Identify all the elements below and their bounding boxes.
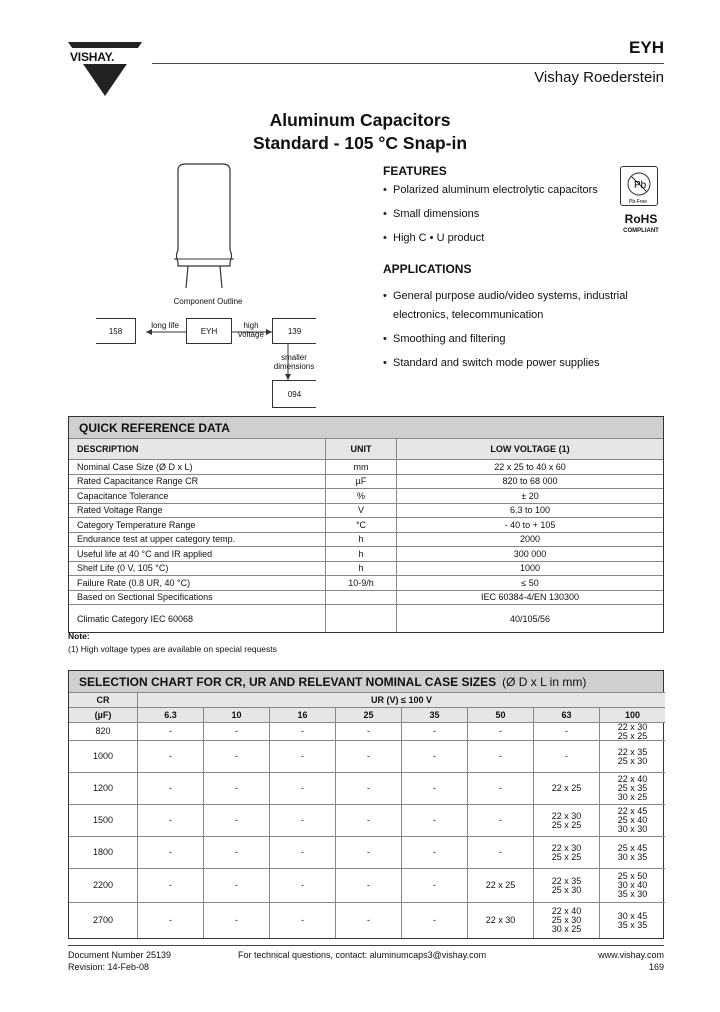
col-unit: UNIT	[325, 439, 397, 459]
case-size-cell: 25 x 45 30 x 35	[599, 836, 665, 868]
contact-info: For technical questions, contact: aluminumcaps3@vishay.com	[238, 950, 487, 960]
case-size-cell: -	[467, 804, 533, 836]
revision: Revision: 14-Feb-08	[68, 962, 150, 972]
cell-description: Endurance test at upper category temp.	[77, 534, 236, 545]
case-size-cell: -	[137, 836, 203, 868]
header-rule	[152, 63, 664, 64]
vishay-logo-icon	[66, 38, 144, 98]
table-row	[69, 503, 663, 518]
cell-description: Climatic Category IEC 60068	[77, 613, 194, 624]
rohs-badge	[620, 166, 658, 206]
cell-value: 40/105/56	[509, 613, 551, 624]
case-size-cell: 22 x 45 25 x 40 30 x 30	[599, 804, 665, 836]
case-size-cell: 22 x 30 25 x 25	[533, 836, 599, 868]
list-item: • Small dimensions	[383, 205, 633, 224]
selection-grid	[69, 692, 663, 938]
case-size-cell: -	[533, 722, 599, 740]
applications-heading: APPLICATIONS	[383, 262, 472, 276]
table-row	[69, 459, 663, 474]
case-size-cell: -	[401, 836, 467, 868]
table-row	[69, 561, 663, 576]
case-size-cell: -	[269, 804, 335, 836]
case-size-cell: -	[401, 868, 467, 902]
table-row	[69, 488, 663, 503]
voltage-header: 63	[533, 707, 599, 722]
selection-chart-heading	[69, 671, 663, 692]
logo-text: VISHAY.	[70, 50, 115, 64]
series-box-158: 158	[96, 318, 136, 344]
list-item: • Standard and switch mode power supplies	[383, 354, 633, 373]
document-number: Document Number 25139	[68, 950, 172, 960]
case-size-cell: -	[401, 740, 467, 772]
long-life-label: long life	[151, 321, 179, 330]
case-size-cell: -	[203, 836, 269, 868]
features-heading: FEATURES	[383, 164, 447, 178]
series-box-139: 139	[272, 318, 316, 344]
case-size-cell: -	[269, 772, 335, 804]
quick-reference-heading: QUICK REFERENCE DATA	[69, 417, 663, 438]
voltage-header: 16	[269, 707, 335, 722]
note-text: (1) High voltage types are available on special requests	[68, 644, 277, 654]
cell-description: Capacitance Tolerance	[77, 490, 169, 501]
case-size-cell: -	[269, 836, 335, 868]
cell-value: 22 x 25 to 40 x 60	[494, 461, 566, 472]
component-outline-label: Component Outline	[173, 297, 243, 306]
case-size-cell: -	[335, 836, 401, 868]
cell-unit: °C	[325, 518, 397, 532]
case-size-cell: -	[137, 772, 203, 804]
cr-unit: (µF)	[69, 707, 137, 722]
rohs-compliant-label: COMPLIANT	[623, 228, 659, 234]
case-size-cell: -	[467, 722, 533, 740]
cell-description: Useful life at 40 °C and IR applied	[77, 548, 213, 559]
pb-free-icon	[621, 167, 657, 205]
case-size-cell: -	[137, 868, 203, 902]
voltage-header: 25	[335, 707, 401, 722]
capacitance-cell: 1500	[69, 804, 137, 836]
case-size-cell: -	[203, 804, 269, 836]
case-size-cell: 22 x 30 25 x 25	[599, 722, 665, 740]
case-size-cell: -	[203, 740, 269, 772]
case-size-cell: -	[137, 722, 203, 740]
case-size-cell: -	[335, 722, 401, 740]
ur-label: UR (V) ≤ 100 V	[137, 692, 665, 707]
cell-unit: V	[325, 504, 397, 518]
page-number: 169	[648, 962, 664, 972]
voltage-header: 50	[467, 707, 533, 722]
footer-rule	[68, 945, 664, 946]
applications-list	[383, 287, 633, 378]
document-code: EYH	[629, 38, 664, 57]
case-size-cell: 22 x 25	[467, 868, 533, 902]
quick-reference-body	[69, 459, 663, 632]
case-size-cell: -	[335, 772, 401, 804]
case-size-cell: 22 x 30 25 x 25	[533, 804, 599, 836]
cell-value: IEC 60384-4/EN 130300	[480, 592, 580, 603]
case-size-cell: -	[269, 902, 335, 938]
case-size-cell: -	[335, 868, 401, 902]
case-size-cell: 22 x 35 25 x 30	[533, 868, 599, 902]
cell-value: 1000	[519, 563, 541, 574]
series-box-eyh: EYH	[186, 318, 232, 344]
case-size-cell: -	[335, 740, 401, 772]
case-size-cell: 22 x 40 25 x 30 30 x 25	[533, 902, 599, 938]
cell-value: ≤ 50	[521, 577, 539, 588]
capacitor-outline-icon	[160, 160, 240, 295]
quick-reference-table	[68, 416, 664, 633]
voltage-header: 10	[203, 707, 269, 722]
features-list	[383, 181, 633, 253]
case-size-cell: 22 x 40 25 x 35 30 x 25	[599, 772, 665, 804]
case-size-cell: -	[533, 740, 599, 772]
cell-value: 300 000	[513, 548, 547, 559]
case-size-cell: -	[269, 740, 335, 772]
cell-value: 820 to 68 000	[502, 476, 558, 487]
cell-value: 6.3 to 100	[509, 505, 551, 516]
cell-unit: mm	[325, 460, 397, 474]
cell-description: Shelf Life (0 V, 105 °C)	[77, 563, 169, 574]
cell-unit	[325, 605, 397, 632]
cell-unit: 10-9/h	[325, 576, 397, 590]
pb-free-label: Pb-Free	[629, 199, 648, 205]
page-title: Aluminum Capacitors	[269, 110, 451, 130]
cell-description: Failure Rate (0.8 UR, 40 °C)	[77, 577, 191, 588]
selection-heading-text: SELECTION CHART FOR CR, UR AND RELEVANT NOMINAL CASE SIZES	[79, 674, 497, 689]
list-item: • General purpose audio/video systems, industrial electronics, telecommunication	[383, 287, 633, 325]
pb-label: Pb	[634, 180, 647, 191]
case-size-cell: -	[203, 868, 269, 902]
case-size-cell: 30 x 45 35 x 35	[599, 902, 665, 938]
table-row	[69, 604, 663, 632]
capacitance-cell: 2700	[69, 902, 137, 938]
cell-description: Rated Capacitance Range CR	[77, 476, 199, 487]
case-size-cell: -	[137, 804, 203, 836]
voltage-header: 35	[401, 707, 467, 722]
case-size-cell: 25 x 50 30 x 40 35 x 30	[599, 868, 665, 902]
cell-unit: h	[325, 562, 397, 576]
col-low-voltage: LOW VOLTAGE (1)	[490, 444, 570, 454]
list-item: • Smoothing and filtering	[383, 330, 633, 349]
selection-chart-table	[68, 670, 664, 939]
cell-description: Nominal Case Size (Ø D x L)	[77, 461, 193, 472]
smaller-dimensions-label: smaller dimensions	[273, 353, 315, 371]
list-item: • Polarized aluminum electrolytic capacitors	[383, 181, 633, 200]
case-size-cell: -	[203, 772, 269, 804]
capacitance-cell: 1000	[69, 740, 137, 772]
case-size-cell: -	[467, 836, 533, 868]
brand-name: Vishay Roederstein	[534, 69, 664, 86]
case-size-cell: 22 x 25	[533, 772, 599, 804]
capacitance-cell: 1200	[69, 772, 137, 804]
case-size-cell: -	[401, 772, 467, 804]
case-size-cell: -	[401, 804, 467, 836]
website-link[interactable]: www.vishay.com	[598, 950, 664, 960]
case-size-cell: -	[401, 902, 467, 938]
voltage-header: 100	[599, 707, 665, 722]
table-row	[69, 575, 663, 590]
table-row	[69, 546, 663, 561]
cell-unit: h	[325, 547, 397, 561]
cell-value: 2000	[519, 534, 541, 545]
cell-value: ± 20	[521, 490, 539, 501]
vishay-logo	[66, 38, 144, 98]
case-size-cell: -	[269, 722, 335, 740]
note-label: Note:	[68, 631, 90, 641]
table-row	[69, 590, 663, 605]
case-size-cell: 22 x 35 25 x 30	[599, 740, 665, 772]
case-size-cell: -	[335, 902, 401, 938]
table-header-row	[69, 438, 663, 459]
cell-value: - 40 to + 105	[504, 519, 556, 530]
list-item: • High C • U product	[383, 229, 633, 248]
capacitance-cell: 820	[69, 722, 137, 740]
high-voltage-label: high voltage	[238, 321, 264, 339]
case-size-cell: -	[401, 722, 467, 740]
case-size-cell: -	[203, 722, 269, 740]
table-row	[69, 532, 663, 547]
case-size-cell: -	[203, 902, 269, 938]
case-size-cell: -	[137, 902, 203, 938]
cell-unit: µF	[325, 475, 397, 489]
col-description: DESCRIPTION	[77, 444, 139, 454]
cell-description: Rated Voltage Range	[77, 505, 163, 516]
case-size-cell: -	[137, 740, 203, 772]
case-size-cell: -	[269, 868, 335, 902]
cell-unit	[325, 591, 397, 605]
cr-label: CR	[69, 692, 137, 707]
cell-description: Category Temperature Range	[77, 519, 196, 530]
cell-unit: h	[325, 533, 397, 547]
series-box-094: 094	[272, 380, 316, 408]
table-row	[69, 517, 663, 532]
cell-unit: %	[325, 489, 397, 503]
case-size-cell: -	[467, 740, 533, 772]
case-size-cell: 22 x 30	[467, 902, 533, 938]
rohs-label: RoHS	[624, 212, 658, 226]
case-size-cell: -	[335, 804, 401, 836]
selection-heading-suffix: (Ø D x L in mm)	[502, 674, 587, 689]
page-subtitle: Standard - 105 °C Snap-in	[252, 133, 468, 153]
case-size-cell: -	[467, 772, 533, 804]
voltage-header: 6.3	[137, 707, 203, 722]
capacitance-cell: 2200	[69, 868, 137, 902]
capacitance-cell: 1800	[69, 836, 137, 868]
cell-description: Based on Sectional Specifications	[77, 592, 213, 603]
table-row	[69, 474, 663, 489]
